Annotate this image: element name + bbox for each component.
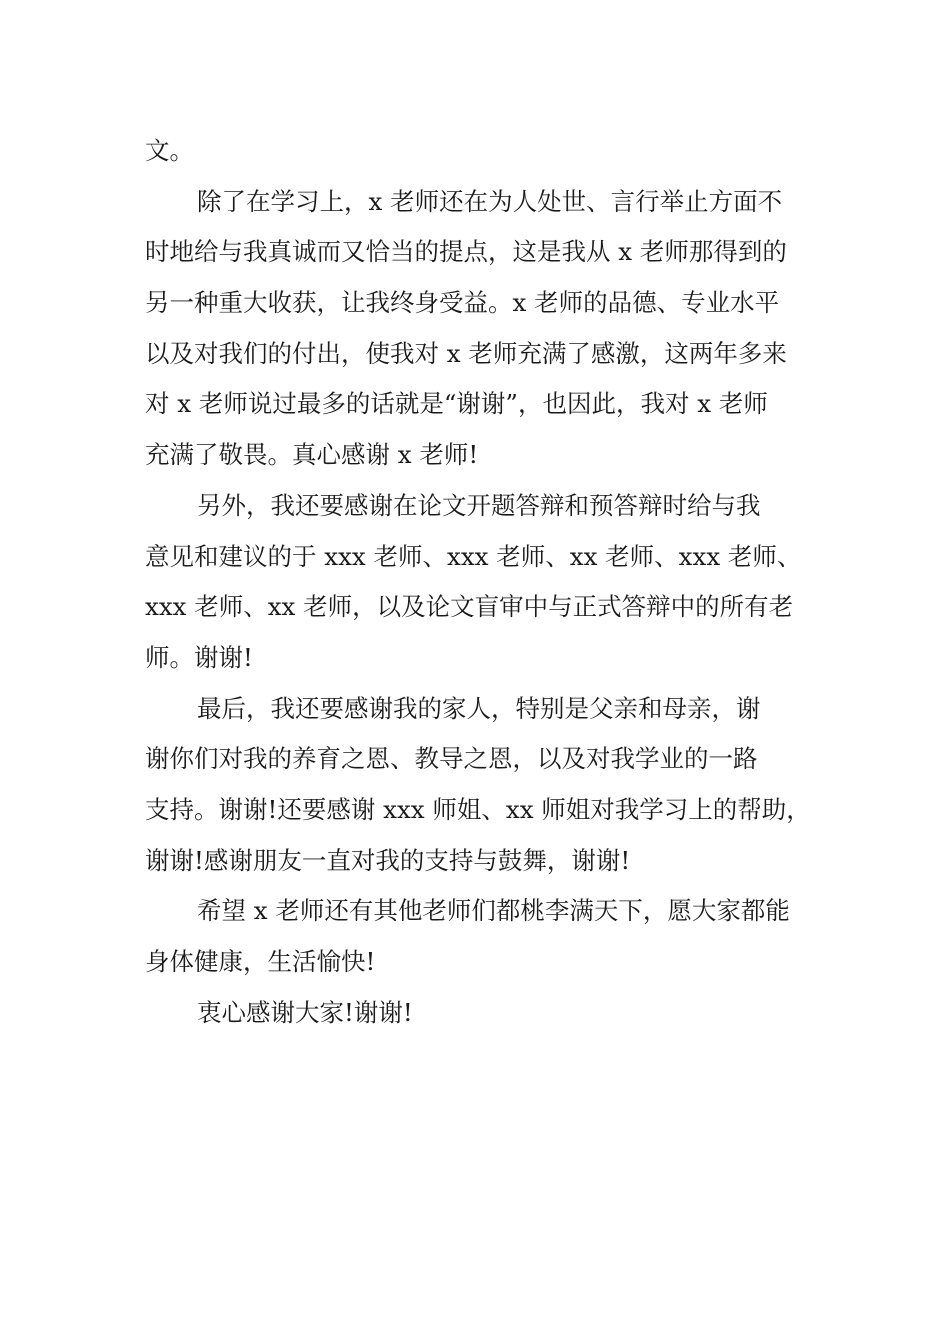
text-line: 文。 bbox=[145, 136, 194, 165]
paragraph-first-line: 除了在学习上，x 老师还在为人处世、言行举止方面不 bbox=[197, 186, 783, 216]
text-line: 另一种重大收获，让我终身受益。x 老师的品德、专业水平 bbox=[145, 288, 780, 318]
text-line: 意见和建议的于 xxx 老师、xxx 老师、xx 老师、xxx 老师、 bbox=[145, 541, 802, 571]
paragraph-first-line: 衷心感谢大家!谢谢! bbox=[197, 997, 413, 1027]
paragraph-first-line: 希望 x 老师还有其他老师们都桃李满天下，愿大家都能 bbox=[197, 896, 790, 926]
text-line: 谢谢!感谢朋友一直对我的支持与鼓舞，谢谢! bbox=[145, 845, 631, 875]
text-line: 时地给与我真诚而又恰当的提点，这是我从 x 老师那得到的 bbox=[145, 237, 787, 267]
paragraph-first-line: 最后，我还要感谢我的家人，特别是父亲和母亲，谢 bbox=[197, 693, 761, 723]
text-line: 身体健康，生活愉快! bbox=[145, 947, 376, 976]
text-line: 以及对我们的付出，使我对 x 老师充满了感激，这两年多来 bbox=[145, 338, 787, 368]
document-body bbox=[145, 126, 835, 1038]
text-line: 师。谢谢! bbox=[145, 642, 253, 672]
paragraph-first-line: 另外，我还要感谢在论文开题答辩和预答辩时给与我 bbox=[197, 490, 761, 520]
text-line: 对 x 老师说过最多的话就是“谢谢”，也因此，我对 x 老师 bbox=[145, 389, 768, 419]
text-line: 支持。谢谢!还要感谢 xxx 师姐、xx 师姐对我学习上的帮助， bbox=[145, 794, 811, 824]
text-line: xxx 老师、xx 老师，以及论文盲审中与正式答辩中的所有老 bbox=[145, 592, 794, 622]
text-line: 谢你们对我的养育之恩、教导之恩，以及对我学业的一路 bbox=[145, 744, 758, 774]
text-line: 充满了敬畏。真心感谢 x 老师! bbox=[145, 440, 479, 470]
